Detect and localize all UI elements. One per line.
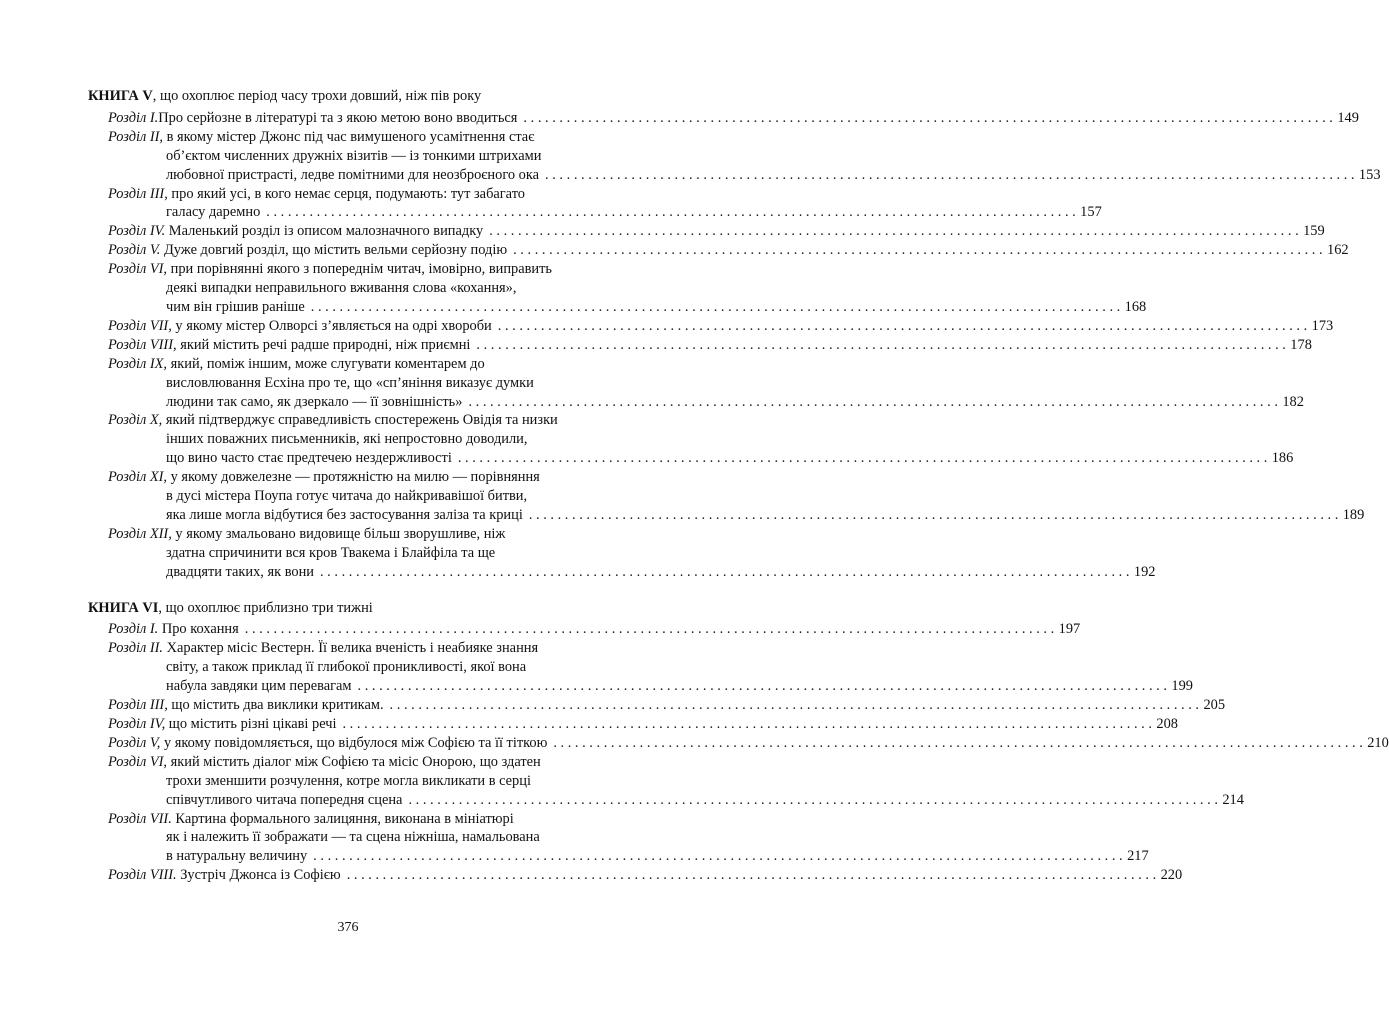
chapter-title-text: Про серйозне в літературі та з якою метою воно вводиться: [158, 109, 518, 126]
entry-text: [108, 411, 558, 430]
toc-entry-line: [166, 166, 1381, 185]
chapter-title-text: набула завдяки цим перевагам: [166, 678, 352, 695]
entry-text: [166, 487, 527, 506]
chapter-title-text: трохи зменшити розчулення, котре могла викликати в серці: [166, 772, 531, 789]
toc-entry-line: [108, 639, 638, 658]
chapter-title-text: Дуже довгий розділ, що містить вельми серйозну подію: [160, 242, 508, 259]
entry-text: [108, 866, 341, 885]
entry-text: [166, 203, 260, 222]
page-ref: 149: [1337, 109, 1359, 126]
page-ref: 162: [1327, 242, 1349, 259]
chapter-title-text: співчутливого читача попередня сцена: [166, 791, 403, 808]
entry-text: [166, 298, 305, 317]
chapter-label: Розділ X,: [108, 412, 163, 429]
chapter-list: [88, 620, 1389, 885]
chapter-label: Розділ VI,: [108, 261, 168, 278]
toc-entry: [88, 355, 1304, 412]
page-ref: 168: [1124, 298, 1147, 315]
toc-entry: [88, 468, 1365, 525]
toc-entry: [88, 241, 1349, 260]
entry-text: [166, 563, 314, 582]
toc-entry: [88, 411, 1294, 468]
chapter-title-text: про який усі, в кого немає серця, подумають: тут забагато: [167, 185, 525, 202]
entry-text: [166, 791, 402, 810]
page-ref: 210: [1367, 734, 1389, 751]
chapter-label: Розділ VII,: [108, 317, 172, 334]
toc-entry-line: [108, 355, 638, 374]
entry-text: [166, 847, 307, 866]
chapter-title-text: що містить різні цікаві речі: [165, 716, 337, 732]
page-ref: 217: [1127, 848, 1149, 865]
page-number: 376: [337, 920, 359, 935]
toc-entry: [88, 128, 1381, 185]
dot-leader: [468, 393, 1277, 412]
entry-text: [108, 620, 239, 639]
entry-text: [166, 506, 523, 525]
chapter-title-text: Картина формального залицяння, виконана в мініатюрі: [171, 810, 514, 827]
entry-text: [108, 468, 540, 487]
toc-entry: [88, 753, 1244, 810]
dot-leader: [498, 317, 1307, 336]
dot-leader: [320, 563, 1129, 582]
dot-leader: [529, 506, 1338, 525]
toc-entry-line: [166, 506, 1365, 525]
page-ref: 173: [1311, 317, 1334, 334]
toc-entry-line: [166, 449, 1294, 468]
toc-entry-line: [166, 487, 638, 506]
dot-leader: [408, 791, 1217, 810]
chapter-title-text: Про кохання: [158, 621, 239, 638]
entry-text: [166, 772, 531, 791]
book-section: [88, 87, 1381, 582]
chapter-label: Розділ V.: [108, 242, 161, 259]
toc-entry-line: [166, 544, 638, 563]
toc-entry-line: [108, 222, 1325, 241]
page-ref: 220: [1160, 867, 1183, 884]
entry-text: [166, 279, 516, 298]
chapter-title-text: яка лише могла відбутися без застосування заліза та криці: [166, 506, 523, 523]
toc-entry: [88, 525, 1156, 582]
toc-entry-line: [108, 525, 638, 544]
toc-entry-line: [166, 147, 638, 166]
page-ref: 192: [1133, 563, 1156, 580]
toc-entry-line: [108, 620, 1081, 639]
toc-entry-line: [108, 753, 638, 772]
dot-leader: [342, 715, 1151, 734]
entry-text: [108, 336, 470, 355]
chapter-label: Розділ VII.: [108, 810, 172, 827]
page-ref: 197: [1058, 621, 1081, 638]
entry-text: [108, 185, 525, 204]
toc-entry: [88, 715, 1178, 734]
chapter-title-text: який підтверджує справедливість спостережень Овідія та низки: [162, 412, 558, 429]
toc-entry-line: [108, 336, 1312, 355]
chapter-title-text: як і належить її зображати — та сцена ніжніша, намальована: [166, 829, 540, 846]
chapter-title-text: інших поважних письменників, які непростовно доводили,: [166, 431, 528, 448]
toc-entry: [88, 866, 1183, 885]
chapter-title-text: галасу даремно: [166, 204, 261, 221]
chapter-label: Розділ VIII,: [108, 336, 177, 353]
toc-entry-line: [108, 109, 1359, 128]
dot-leader: [313, 847, 1122, 866]
entry-text: [166, 166, 539, 185]
toc-entry: [88, 317, 1334, 336]
entry-text: [108, 109, 517, 128]
book-heading: [88, 87, 638, 106]
toc-entry-line: [108, 734, 1389, 753]
chapter-label: Розділ I.: [108, 109, 159, 126]
toc-entry-line: [166, 847, 1149, 866]
chapter-list: [88, 109, 1381, 582]
entry-text: [166, 828, 540, 847]
entry-text: [108, 317, 492, 336]
chapter-label: Розділ I.: [108, 621, 159, 638]
entry-text: [166, 393, 462, 412]
page-ref: 199: [1171, 678, 1193, 695]
chapter-title-text: який містить діалог між Софією та місіс Онорою, що здатен: [167, 753, 541, 770]
chapter-title-text: при порівнянні якого з попереднім читач, імовірно, виправить: [167, 261, 552, 278]
entry-text: [166, 449, 452, 468]
chapter-title-text: об’єктом численних дружніх візитів — із тонкими штрихами: [166, 147, 542, 164]
toc-entry-line: [166, 203, 1102, 222]
toc-entry-line: [166, 563, 1156, 582]
chapter-label: Розділ III,: [108, 185, 168, 202]
dot-leader: [311, 298, 1120, 317]
chapter-title-text: Характер місіс Вестерн. Її велика вченість і неабияке знання: [163, 640, 539, 657]
toc-entry-line: [108, 317, 1334, 336]
toc-entry-line: [108, 185, 638, 204]
dot-leader: [266, 203, 1075, 222]
toc-entry-line: [108, 468, 638, 487]
chapter-title-text: в дусі містера Поупа готує читача до найкривавішої битви,: [166, 488, 528, 505]
toc-entry: [88, 185, 1102, 223]
dot-leader: [390, 696, 1199, 715]
toc-entry: [88, 620, 1081, 639]
chapter-title-text: в натуральну величину: [166, 848, 308, 865]
entry-text: [166, 677, 352, 696]
dot-leader: [523, 109, 1332, 128]
chapter-label: Розділ II,: [108, 128, 164, 145]
entry-text: [108, 222, 483, 241]
toc-entry-line: [166, 658, 638, 677]
toc-entry: [88, 222, 1325, 241]
toc-entry-line: [108, 128, 638, 147]
book-label: КНИГА V: [88, 88, 153, 104]
chapter-label: Розділ V,: [108, 734, 161, 751]
chapter-label: Розділ VI,: [108, 753, 168, 770]
entry-text: [166, 430, 527, 449]
chapter-title-text: який містить речі радше природні, ніж приємні: [176, 336, 471, 353]
toc-entry: [88, 336, 1312, 355]
dot-leader: [476, 336, 1285, 355]
toc-entry-line: [108, 715, 1178, 734]
entry-text: [108, 260, 552, 279]
entry-text: [108, 696, 384, 715]
page-ref: 153: [1358, 166, 1381, 183]
toc-entry-line: [108, 260, 638, 279]
chapter-label: Розділ XII,: [108, 525, 172, 542]
entry-text: [108, 753, 541, 772]
toc-entry-line: [166, 772, 638, 791]
page-ref: 182: [1282, 393, 1304, 410]
chapter-title-text: в якому містер Джонс під час вимушеного усамітнення стає: [163, 128, 535, 145]
toc-entry-line: [166, 374, 638, 393]
dot-leader: [545, 166, 1354, 185]
chapter-label: Розділ IV.: [108, 223, 166, 240]
chapter-title-text: у якому повідомляється, що відбулося між Софією та її тіткою: [160, 734, 548, 751]
chapter-title-text: який, поміж іншим, може слугувати коментарем до: [167, 355, 485, 372]
toc-entry-line: [108, 866, 1183, 885]
toc-entry-line: [108, 696, 1226, 715]
chapter-label: Розділ XI,: [108, 469, 168, 486]
chapter-title-text: людини так само, як дзеркало — її зовнішність»: [166, 393, 463, 410]
toc-entry: [88, 810, 1149, 867]
toc-entry: [88, 639, 1193, 696]
toc-entry-line: [166, 298, 1147, 317]
book-subtitle: , що охоплює період часу трохи довший, ніж пів року: [152, 88, 482, 104]
toc-entry-line: [166, 393, 1304, 412]
entry-text: [108, 639, 538, 658]
chapter-label: Розділ IX,: [108, 355, 168, 372]
page-ref: 205: [1203, 697, 1226, 714]
entry-text: [108, 241, 507, 260]
page-ref: 208: [1156, 716, 1178, 732]
toc-entry-line: [166, 677, 1193, 696]
dot-leader: [347, 866, 1156, 885]
book-subtitle: , що охоплює приблизно три тижні: [158, 599, 373, 616]
entry-text: [166, 658, 526, 677]
chapter-title-text: Маленький розділ із описом малозначного випадку: [165, 223, 484, 240]
toc-entry: [88, 696, 1226, 715]
toc-entry: [88, 260, 1147, 317]
book-section: [88, 599, 1389, 886]
entry-text: [108, 128, 534, 147]
dot-leader: [513, 241, 1322, 260]
book-heading: [88, 599, 638, 618]
page-ref: 159: [1303, 223, 1325, 240]
entry-text: [108, 810, 514, 829]
chapter-title-text: що вино часто стає предтечею нездержливості: [166, 450, 452, 467]
chapter-title-text: двадцяти таких, як вони: [166, 563, 314, 580]
entry-text: [108, 715, 336, 734]
toc-entry-line: [166, 791, 1244, 810]
dot-leader: [458, 449, 1267, 468]
page-ref: 178: [1290, 336, 1312, 353]
chapter-title-text: здатна спричинити вся кров Твакема і Блайфіла та ще: [166, 544, 496, 561]
chapter-title-text: у якому містер Олворсі з’являється на одрі хвороби: [171, 317, 492, 334]
chapter-title-text: Зустріч Джонса із Софією: [176, 867, 341, 884]
toc-entry-line: [166, 828, 638, 847]
dot-leader: [489, 222, 1298, 241]
toc-entry-line: [166, 279, 638, 298]
chapter-title-text: у якому змальовано видовище більш зворушливе, ніж: [171, 525, 506, 542]
chapter-title-text: що містить два виклики критикам.: [167, 697, 384, 714]
chapter-label: Розділ VIII.: [108, 867, 177, 884]
entry-text: [108, 734, 547, 753]
page-ref: 157: [1080, 204, 1102, 221]
dot-leader: [358, 677, 1167, 696]
entry-text: [108, 355, 485, 374]
chapter-title-text: у якому довжелезне — протяжністю на милю — порівняння: [167, 469, 540, 486]
dot-leader: [245, 620, 1054, 639]
toc-entry-line: [108, 810, 638, 829]
toc-entry-line: [166, 430, 638, 449]
book-label: КНИГА VI: [88, 599, 159, 616]
table-of-contents: [88, 87, 1389, 885]
entry-text: [166, 374, 534, 393]
toc-entry: [88, 109, 1359, 128]
toc-entry: [88, 734, 1389, 753]
page-ref: 189: [1342, 506, 1365, 523]
chapter-title-text: висловлювання Есхіна про те, що «сп’яніння виказує думки: [166, 374, 534, 391]
chapter-title-text: чим він грішив раніше: [166, 298, 305, 315]
page-ref: 186: [1271, 450, 1294, 467]
dot-leader: [553, 734, 1362, 753]
toc-entry-line: [108, 241, 1349, 260]
entry-text: [108, 525, 505, 544]
chapter-label: Розділ IV,: [108, 716, 166, 732]
toc-entry-line: [108, 411, 638, 430]
entry-text: [166, 544, 495, 563]
chapter-label: Розділ III,: [108, 697, 168, 714]
chapter-title-text: деякі випадки неправильного вживання слова «кохання»,: [166, 280, 517, 297]
chapter-title-text: світу, а також приклад її глибокої проникливості, якої вона: [166, 659, 527, 676]
chapter-label: Розділ II.: [108, 640, 164, 657]
page-ref: 214: [1222, 791, 1244, 808]
chapter-title-text: любовної пристрасті, ледве помітними для неозброєного ока: [166, 166, 540, 183]
entry-text: [166, 147, 541, 166]
